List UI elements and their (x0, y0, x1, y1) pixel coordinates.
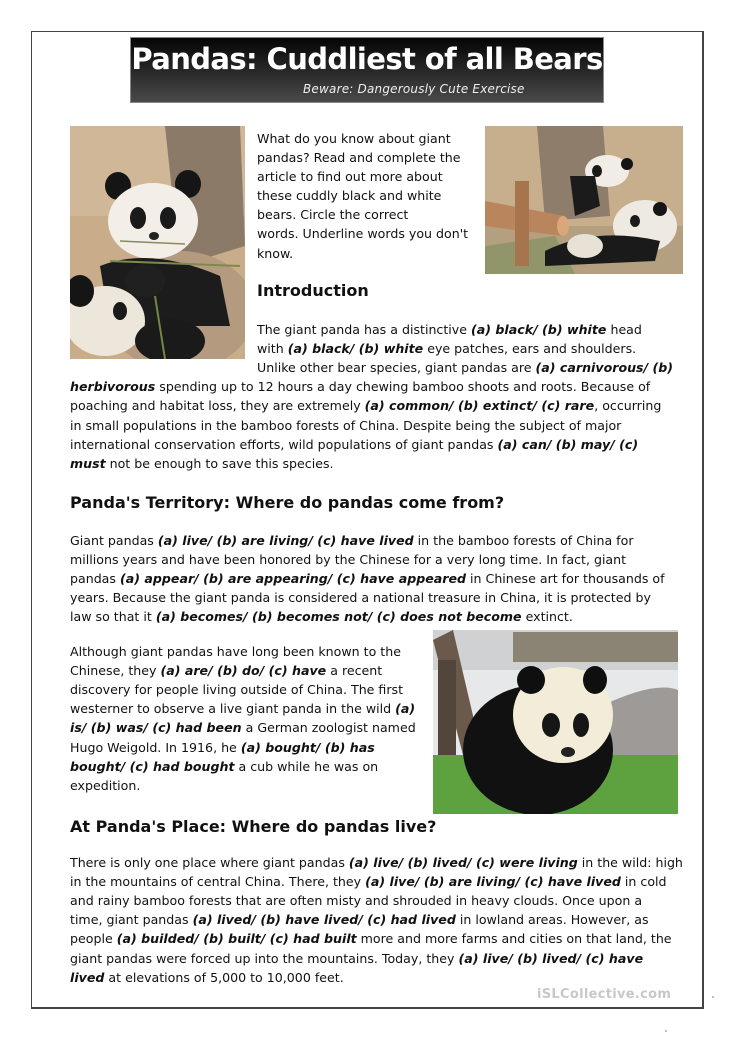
text-line: years. Because the giant panda is considered a national treasure in China, it is protected by (70, 590, 651, 606)
photo-pandas-playing-by-log (485, 126, 683, 274)
intro-line: article to find out more about (257, 169, 443, 185)
text-line: millions years and have been honored by the Chinese for a very long time. In fact, giant (70, 552, 627, 568)
text-line: with (a) black/ (b) white eye patches, ears and shoulders. (257, 341, 637, 357)
answer-options: (a) becomes/ (b) becomes not/ (c) does not become (155, 609, 522, 625)
answer-options: (a) common/ (b) extinct/ (c) rare (364, 398, 595, 414)
answer-options: (a) are/ (b) do/ (c) have (160, 663, 327, 679)
page-subtitle: Beware: Dangerously Cute Exercise (303, 82, 525, 96)
heading-introduction: Introduction (257, 281, 369, 300)
page-title: Pandas: Cuddliest of all Bears (131, 42, 603, 76)
text-line: Although giant pandas have long been known to the (70, 644, 401, 659)
answer-options: (a) black/ (b) white (471, 322, 607, 337)
text-line: law so that it (a) becomes/ (b) becomes not/ (c) does not become extinct. (70, 609, 573, 625)
photo-panda-cub-on-grass (433, 630, 678, 814)
text-line: lived at elevations of 5,000 to 10,000 feet. (70, 969, 344, 985)
text-line: There is only one place where giant pandas (a) live/ (b) lived/ (c) were living in the wild: high (70, 855, 683, 870)
answer-options: (a) live/ (b) lived/ (c) were living (348, 855, 578, 870)
intro-line: these cuddly black and white (257, 188, 442, 204)
text-line: and rainy bamboo forests that are often misty and shrouded in heavy clouds. Once upon a (70, 893, 643, 909)
answer-options: (a) live/ (b) are living/ (c) have lived (365, 874, 621, 890)
answer-options: is/ (b) was/ (c) had been (70, 720, 242, 736)
text-line: giant pandas were forced up into the mountains. Today, they (a) live/ (b) lived/ (c) have (70, 950, 644, 966)
answer-options: (a) (395, 701, 416, 717)
answer-options: (a) carnivorous/ (b) (535, 360, 674, 376)
heading-place: At Panda's Place: Where do pandas live? (70, 817, 437, 836)
intro-instructions (257, 129, 482, 263)
text-line: Unlike other bear species, giant pandas are (a) carnivorous/ (b) (257, 360, 674, 376)
text-line: international conservation efforts, wild populations of giant pandas (a) can/ (b) may/ (c) (70, 436, 639, 452)
heading-territory: Panda's Territory: Where do pandas come from? (70, 493, 505, 512)
answer-options: herbivorous (70, 379, 156, 395)
text-line: The giant panda has a distinctive (a) black/ (b) white head (257, 322, 642, 337)
text-line: in small populations in the bamboo forests of China. Despite being the subject of major (70, 417, 622, 433)
answer-options: must (70, 455, 106, 471)
intro-line: bears. Circle the correct (257, 207, 409, 223)
answer-options: bought/ (c) had bought (70, 758, 235, 774)
answer-options: (a) black/ (b) white (287, 341, 424, 357)
text-line: herbivorous spending up to 12 hours a day chewing bamboo shoots and roots. Because of (70, 379, 651, 395)
stray-dot (712, 996, 714, 998)
text-line: discovery for people living outside of China. The first (70, 682, 404, 698)
text-line: bought/ (c) had bought a cub while he was on (70, 758, 379, 774)
intro-line: words. Underline words you don't (257, 226, 469, 242)
text-line: Giant pandas (a) live/ (b) are living/ (c) have lived in the bamboo forests of China for (70, 533, 634, 548)
intro-line: What do you know about giant (257, 131, 451, 146)
answer-options: lived (70, 969, 105, 985)
text-line: must not be enough to save this species. (70, 455, 334, 471)
intro-line: pandas? Read and complete the (257, 150, 461, 166)
text-line: expedition. (70, 777, 141, 793)
text-line: pandas (a) appear/ (b) are appearing/ (c) have appeared in Chinese art for thousands of (70, 571, 665, 587)
text-line: time, giant pandas (a) lived/ (b) have lived/ (c) had lived in lowland areas. However, as (70, 912, 649, 928)
text-line: people (a) builded/ (b) built/ (c) had built more and more farms and cities on that land, the (70, 931, 672, 947)
text-line: westerner to observe a live giant panda in the wild (a) (70, 701, 416, 717)
answer-options: (a) lived/ (b) have lived/ (c) had lived (192, 912, 456, 928)
text-line: Hugo Weigold. In 1916, he (a) bought/ (b) has (70, 739, 375, 755)
answer-options: (a) live/ (b) are living/ (c) have lived (157, 533, 414, 548)
answer-options: (a) can/ (b) may/ (c) (497, 436, 639, 452)
answer-options: (a) live/ (b) lived/ (c) have (458, 950, 644, 966)
watermark: iSLCollective.com (537, 987, 672, 1002)
text-line: Chinese, they (a) are/ (b) do/ (c) have a recent (70, 663, 383, 679)
stray-dot (665, 1030, 667, 1032)
text-line: in the mountains of central China. There, they (a) live/ (b) are living/ (c) have lived in cold (70, 874, 667, 890)
photo-two-pandas-eating-bamboo (70, 126, 245, 359)
text-line: is/ (b) was/ (c) had been a German zoologist named (70, 720, 416, 736)
answer-options: (a) appear/ (b) are appearing/ (c) have appeared (119, 571, 467, 587)
text-line: poaching and habitat loss, they are extremely (a) common/ (b) extinct/ (c) rare, occurring (70, 398, 662, 414)
answer-options: (a) bought/ (b) has (240, 739, 375, 755)
title-banner (130, 37, 604, 103)
intro-line: know. (257, 245, 294, 261)
answer-options: (a) builded/ (b) built/ (c) had built (116, 931, 357, 947)
